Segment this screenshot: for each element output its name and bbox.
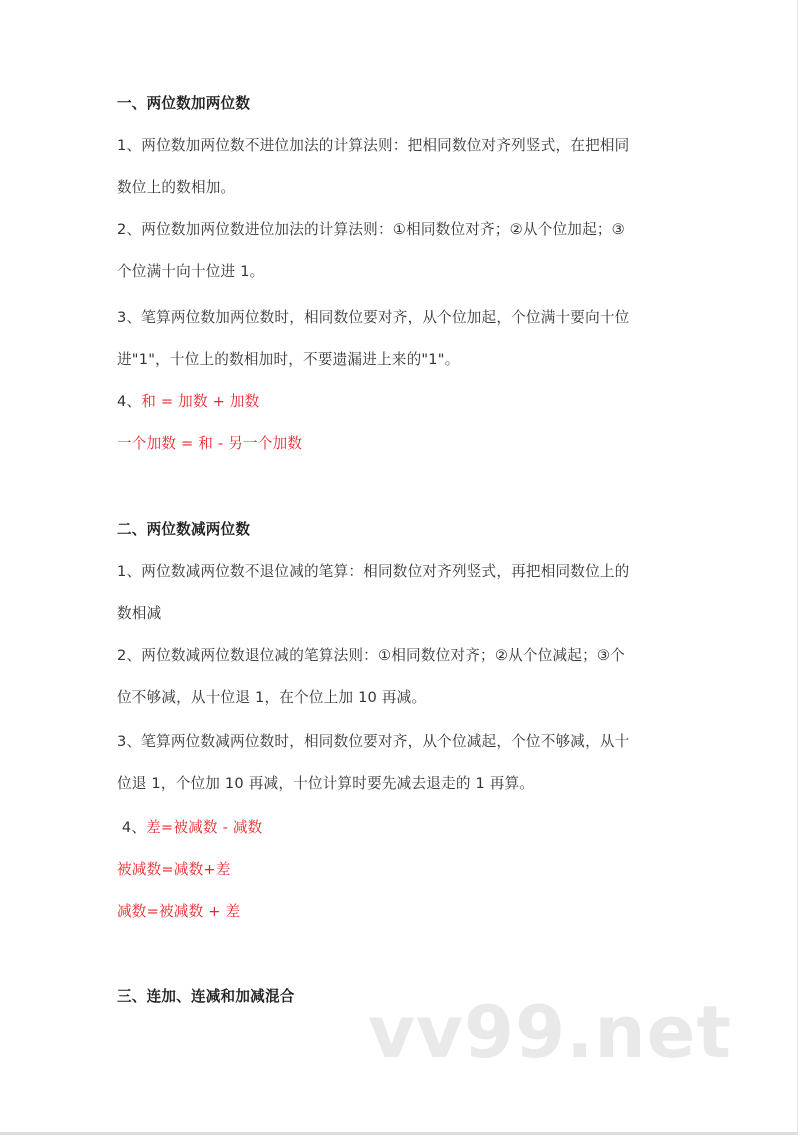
section-heading: 三、连加、连减和加减混合 xyxy=(117,988,295,1005)
paragraph-line: 位退 1，个位加 10 再减，十位计算时要先减去退走的 1 再算。 xyxy=(117,775,535,792)
watermark: vv99.net xyxy=(368,990,732,1074)
paragraph-line: 数相减 xyxy=(117,605,162,622)
formula: 和 = 加数 + 加数 xyxy=(141,393,260,410)
formula-prefix: 4、 xyxy=(117,393,142,410)
paragraph-line: 3、笔算两位数减两位数时，相同数位要对齐，从个位减起，个位不够减，从十 xyxy=(117,733,630,750)
paragraph-line: 位不够减，从十位退 1，在个位上加 10 再减。 xyxy=(117,689,427,706)
section-heading: 二、两位数减两位数 xyxy=(117,521,251,538)
formula: 减数=被减数 + 差 xyxy=(117,903,241,920)
formula-line xyxy=(117,392,259,412)
formula: 差=被减数 - 减数 xyxy=(146,819,263,836)
paragraph-line: 1、两位数加两位数不进位加法的计算法则：把相同数位对齐列竖式，在把相同 xyxy=(117,137,630,154)
formula-line xyxy=(117,818,262,838)
paragraph-line: 2、两位数加两位数进位加法的计算法则：①相同数位对齐；②从个位加起；③ xyxy=(117,221,625,238)
formula: 一个加数 = 和 - 另一个加数 xyxy=(117,435,303,452)
formula-prefix: 4、 xyxy=(117,819,147,836)
paragraph-line: 3、笔算两位数加两位数时，相同数位要对齐，从个位加起，个位满十要向十位 xyxy=(117,309,630,326)
paragraph-line: 数位上的数相加。 xyxy=(117,179,236,196)
paragraph-line: 个位满十向十位进 1。 xyxy=(117,263,265,280)
paragraph-line: 进"1"，十位上的数相加时，不要遗漏进上来的"1"。 xyxy=(117,351,460,368)
formula: 被减数=减数+差 xyxy=(117,861,231,878)
paragraph-line: 1、两位数减两位数不退位减的笔算：相同数位对齐列竖式，再把相同数位上的 xyxy=(117,563,630,580)
section-heading: 一、两位数加两位数 xyxy=(117,95,251,112)
paragraph-line: 2、两位数减两位数退位减的笔算法则：①相同数位对齐；②从个位减起；③个 xyxy=(117,647,625,664)
